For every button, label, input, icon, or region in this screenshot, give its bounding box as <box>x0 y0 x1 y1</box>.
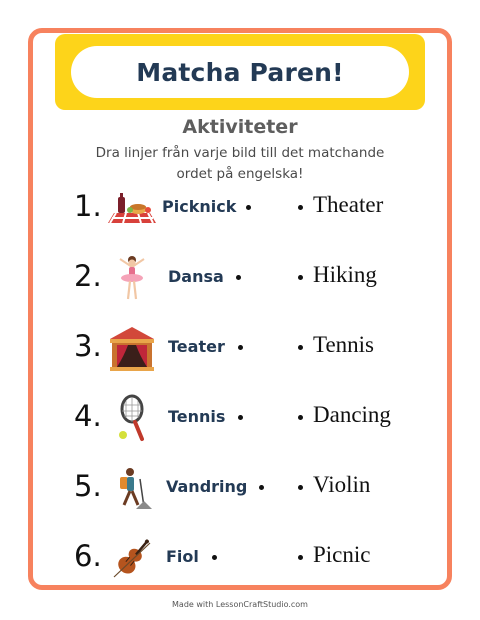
violin-icon <box>106 533 158 585</box>
english-word: Hiking <box>313 262 377 287</box>
row-number: 5. <box>74 469 102 503</box>
swedish-word: Fiol <box>166 547 199 566</box>
match-row-6 <box>0 533 480 589</box>
right-dot[interactable] <box>298 415 303 420</box>
left-dot[interactable] <box>259 485 264 490</box>
left-dot[interactable] <box>236 275 241 280</box>
footer-credit: Made with LessonCraftStudio.com <box>172 600 308 609</box>
english-word: Picnic <box>313 542 371 567</box>
match-row-2 <box>0 253 480 309</box>
right-dot[interactable] <box>298 275 303 280</box>
right-dot[interactable] <box>298 345 303 350</box>
left-dot[interactable] <box>238 415 243 420</box>
english-word: Theater <box>313 192 384 217</box>
swedish-word: Teater <box>168 337 225 356</box>
right-dot[interactable] <box>298 485 303 490</box>
left-dot[interactable] <box>246 205 251 210</box>
row-number: 4. <box>74 399 102 433</box>
swedish-word: Tennis <box>168 407 226 426</box>
picnic-icon <box>106 183 158 235</box>
title-pill <box>71 46 409 98</box>
instructions-line-2: ordet på engelska! <box>176 166 304 182</box>
ballerina-icon <box>106 253 158 305</box>
match-row-4 <box>0 393 480 449</box>
english-word: Violin <box>313 472 371 497</box>
instructions <box>70 143 410 185</box>
english-word: Tennis <box>313 332 374 357</box>
instructions-line-1: Dra linjer från varje bild till det matchande <box>95 145 385 161</box>
page-subtitle: Aktiviteter <box>182 116 298 138</box>
swedish-word: Dansa <box>168 267 224 286</box>
english-word: Dancing <box>313 402 391 427</box>
hiker-icon <box>106 463 158 515</box>
right-dot[interactable] <box>298 205 303 210</box>
swedish-word: Picknick <box>162 197 237 216</box>
theater-stage-icon <box>106 323 158 375</box>
title-banner <box>55 34 425 110</box>
row-number: 6. <box>74 539 102 573</box>
match-row-1 <box>0 183 480 239</box>
swedish-word: Vandring <box>166 477 248 496</box>
page-title: Matcha Paren! <box>136 57 344 87</box>
left-dot[interactable] <box>238 345 243 350</box>
right-dot[interactable] <box>298 555 303 560</box>
left-dot[interactable] <box>212 555 217 560</box>
tennis-racket-icon <box>106 393 158 445</box>
row-number: 1. <box>74 189 102 223</box>
row-number: 2. <box>74 259 102 293</box>
match-row-5 <box>0 463 480 519</box>
row-number: 3. <box>74 329 102 363</box>
match-row-3 <box>0 323 480 379</box>
